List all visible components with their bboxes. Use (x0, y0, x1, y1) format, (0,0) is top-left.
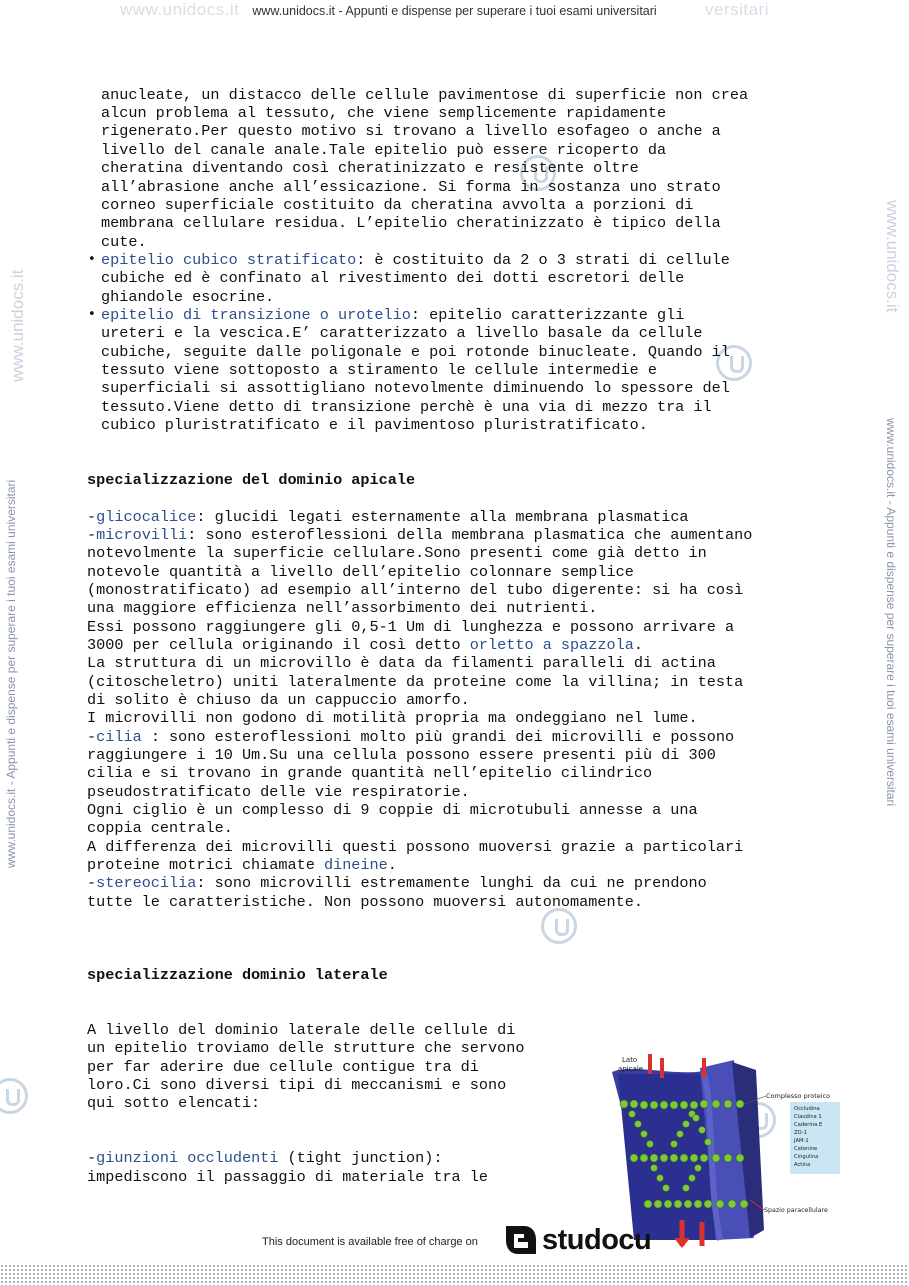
text-line: cute. (101, 233, 147, 251)
text-line: membrana cellulare residua. L’epitelio cheratinizzato è tipico della (101, 214, 721, 232)
section-heading: specializzazione del dominio apicale (87, 471, 416, 489)
text-line: ghiandole esocrine. (101, 288, 275, 306)
text-line: cilia e si trovano in grande quantità nell’epitelio cilindrico (87, 764, 653, 782)
text-line: qui sotto elencati: (87, 1094, 261, 1112)
text-line: corneo superficiale costituito da cheratina avvolta a porzioni di (101, 196, 694, 214)
text-line: Ogni ciglio è un complesso di 9 coppie di microtubuli annesse a una (87, 801, 698, 819)
term-description: : epitelio caratterizzante gli (410, 306, 685, 324)
term-description: (tight junction): (278, 1149, 443, 1167)
text-line: -stereocilia: sono microvilli estremamente lunghi da cui ne prendono (87, 874, 707, 892)
text-line: impediscono il passaggio di materiale tra le (87, 1168, 489, 1186)
text-line: superficiali si assottigliano notevolmente diminuendo lo spessore del (101, 379, 730, 397)
bullet-icon: • (88, 307, 96, 322)
text-line: rigenerato.Per questo motivo si trovano a livello esofageo o anche a (101, 122, 721, 140)
text-line: all’abrasione anche all’essicazione. Si forma in sostanza uno strato (101, 178, 721, 196)
text-line: per far aderire due cellule contigue tra di (87, 1058, 479, 1076)
text-line: -glicocalice: glucidi legati esternamente alla membrana plasmatica (87, 508, 689, 526)
text-line: un epitelio troviamo delle strutture che servono (87, 1039, 525, 1057)
side-watermark-right-faded: www.unidocs.it (883, 200, 902, 313)
term-urothelium: epitelio di transizione o urotelio (101, 306, 411, 324)
text-line: tutte le caratteristiche. Non possono muoversi autonomamente. (87, 893, 643, 911)
label-apical: Lato (622, 1056, 638, 1064)
text-line: alcun problema al tessuto, che viene semplicemente rapidamente (101, 104, 667, 122)
text-line: A differenza dei microvilli questi possono muoversi grazie a particolari (87, 838, 744, 856)
term-tight-junction: giunzioni occludenti (96, 1149, 279, 1167)
term-description: : sono esteroflessioni molto più grandi dei microvilli e possono (141, 728, 735, 746)
text-span: . (387, 856, 397, 874)
text-line: La struttura di un microvillo è data da filamenti paralleli di actina (87, 654, 716, 672)
bullet-icon: • (88, 252, 96, 267)
text-line: -cilia : sono esteroflessioni molto più grandi dei microvilli e possono (87, 728, 735, 746)
term-stereocilia: stereocilia (96, 874, 197, 892)
text-line: livello del canale anale.Tale epitelio può essere ricoperto da (101, 141, 667, 159)
term-glicocalice: glicocalice (96, 508, 197, 526)
text-line: coppia centrale. (87, 819, 233, 837)
label-protein-complex: Complesso proteico (766, 1092, 831, 1100)
text-line: raggiungere i 10 Um.Su una cellula possono essere presenti più di 300 (87, 746, 716, 764)
watermark-logo-icon (541, 908, 577, 944)
term-dineine: dineine (323, 856, 388, 874)
side-watermark-left-faded: www.unidocs.it (8, 269, 27, 382)
top-watermark-right: versitari (704, 0, 769, 19)
text-line: una maggiore efficienza nell’assorbimento dei nutrienti. (87, 599, 598, 617)
term-cubic-stratified: epitelio cubico stratificato (101, 251, 357, 269)
text-line: (monostratificato) ad esempio all’interno del tubo digerente: si ha così (87, 581, 744, 599)
text-span: proteine motrici chiamate (87, 856, 324, 874)
text-line: cubico pluristratificato e il pavimentoso pluristratificato. (101, 416, 648, 434)
top-watermark-left: www.unidocs.it (120, 0, 240, 19)
label-paracellular-space: Spazio paracellulare (764, 1207, 828, 1214)
footer-text: This document is available free of charge on (262, 1236, 478, 1248)
term-description: : è costituito da 2 o 3 strati di cellule (356, 251, 730, 269)
text-line: loro.Ci sono diversi tipi di meccanismi e sono (87, 1076, 507, 1094)
studocu-logo-icon (502, 1222, 538, 1258)
term-microvilli: microvilli (96, 526, 188, 544)
text-span: 3000 per cellula originando il così detto (87, 636, 470, 654)
text-line (87, 856, 397, 874)
text-line (101, 306, 684, 324)
text-line: -giunzioni occludenti (tight junction): (87, 1149, 443, 1167)
text-line (87, 636, 643, 654)
text-line: I microvilli non godono di motilità propria ma ondeggiano nel lume. (87, 709, 698, 727)
label-apical: apicale (618, 1065, 644, 1073)
side-watermark-left: www.unidocs.it - Appunti e dispense per superare i tuoi esami universitari (4, 479, 18, 868)
text-span: . (633, 636, 643, 654)
watermark-logo-icon (0, 1078, 28, 1114)
side-watermark-right: www.unidocs.it - Appunti e dispense per superare i tuoi esami universitari (884, 418, 898, 807)
text-line: (citoscheletro) uniti lateralmente da proteine come la villina; in testa (87, 673, 744, 691)
text-line: notevole quantità a livello dell’epitelio colonnare semplice (87, 563, 634, 581)
term-description: : sono microvilli estremamente lunghi da cui ne prendono (196, 874, 707, 892)
studocu-logo[interactable] (502, 1222, 651, 1258)
tight-junction-illustration (604, 1050, 844, 1250)
text-line: notevolmente la superficie cellulare.Sono presenti come già detto in (87, 544, 707, 562)
text-line: ureteri e la vescica.E’ caratterizzato a livello basale da cellule (101, 324, 703, 342)
text-line: di solito è chiuso da un cappuccio amorfo. (87, 691, 470, 709)
tight-junction-figure (604, 1050, 844, 1250)
dotted-bottom-border (0, 1264, 909, 1286)
text-line: A livello del dominio laterale delle cellule di (87, 1021, 516, 1039)
page-header[interactable]: www.unidocs.it - Appunti e dispense per superare i tuoi esami universitari (252, 4, 657, 18)
protein-list: Occludina Claudina 1 Caderina E ZO-1 JAM-1 Catenine Cingulina Actina (794, 1106, 823, 1168)
text-line: tessuto.Viene detto di transizione perchè è una via di mezzo tra il (101, 398, 712, 416)
text-line: cubiche, seguite dalle poligonale e poi rotonde binucleate. Quando il (101, 343, 730, 361)
text-line: pseudostratificato delle vie respiratorie. (87, 783, 470, 801)
term-cilia: cilia (96, 728, 142, 746)
text-line: tessuto viene sottoposto a stiramento le cellule intermedie e (101, 361, 657, 379)
studocu-logo-text: studocu (542, 1223, 652, 1256)
text-line: cubiche ed è confinato al rivestimento dei dotti escretori delle (101, 269, 685, 287)
term-description: : sono esteroflessioni della membrana plasmatica che aumentano (187, 526, 753, 544)
term-orletto: orletto a spazzola (469, 636, 634, 654)
text-line: anucleate, un distacco delle cellule pavimentose di superficie non crea (101, 86, 749, 104)
text-line: Essi possono raggiungere gli 0,5-1 Um di lunghezza e possono arrivare a (87, 618, 735, 636)
text-line: -microvilli: sono esteroflessioni della membrana plasmatica che aumentano (87, 526, 753, 544)
text-line: cheratina diventando così cheratinizzato e resistente oltre (101, 159, 639, 177)
term-description: : glucidi legati esternamente alla membrana plasmatica (196, 508, 689, 526)
section-heading: specializzazione dominio laterale (87, 966, 388, 984)
text-line (101, 251, 730, 269)
